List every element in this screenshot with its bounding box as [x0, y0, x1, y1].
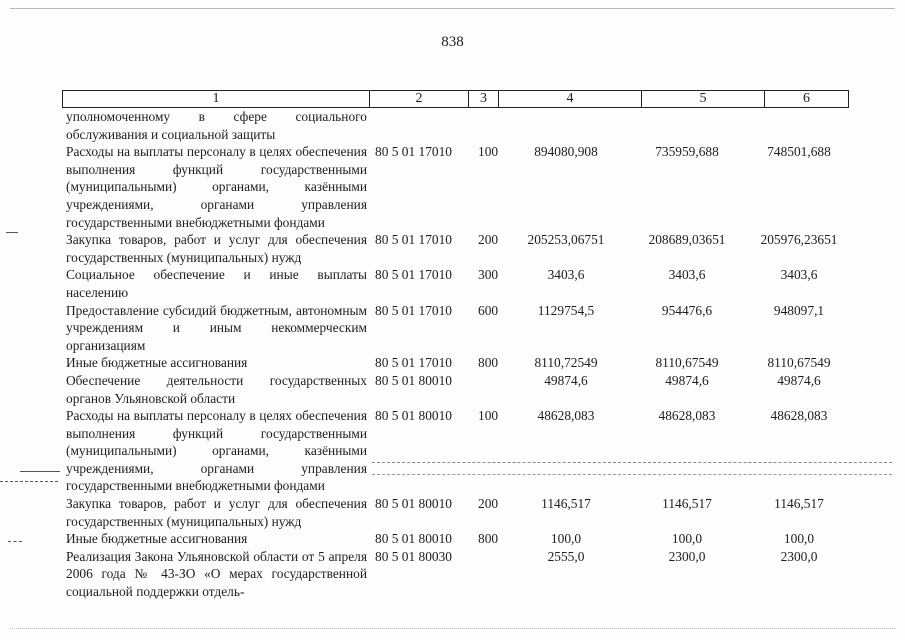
row-name: Расходы на выплаты персоналу в целях обеспечения выполнения функций государственными (муниципальными) органами, казёнными учреждениями, органами управления государственными внебюджетными фондами: [66, 408, 367, 494]
row-value-5: [624, 108, 750, 143]
scan-mark: [20, 471, 60, 472]
row-value-4: 2555,0: [547, 548, 585, 564]
row-value-4: 48628,083: [537, 408, 595, 424]
row-vr: 600: [478, 302, 499, 318]
row-code: 80 5 01 80010: [375, 408, 452, 424]
row-name: Иные бюджетные ассигнования: [66, 355, 248, 371]
header-col-2: 2: [370, 91, 469, 107]
table-row: [62, 143, 849, 231]
table-row: [62, 372, 849, 407]
header-col-6: 6: [803, 91, 810, 106]
table-row: [62, 231, 849, 266]
row-code: 80 5 01 17010: [375, 144, 452, 160]
row-vr: 200: [478, 496, 499, 512]
row-value-4: 894080,908: [534, 144, 598, 160]
scan-edge-top: [10, 8, 895, 9]
row-code: [367, 108, 478, 143]
table-row: [62, 108, 849, 143]
table-row: [62, 266, 849, 301]
row-code: 80 5 01 80010: [375, 372, 452, 388]
row-value-5: 954476,6: [661, 302, 713, 318]
scan-mark: [0, 481, 58, 482]
table-row: [62, 407, 849, 495]
row-value-6: 3403,6: [780, 267, 818, 283]
scan-mark: [372, 474, 892, 475]
row-name: Закупка товаров, работ и услуг для обеспечения государственных (муниципальных) нужд: [66, 232, 367, 265]
scan-mark: [8, 541, 22, 542]
row-vr: [478, 108, 508, 143]
row-name: Реализация Закона Ульяновской области от 5 апреля 2006 года № 43-ЗО «О мерах государственной социальной поддержки отдель-: [66, 548, 367, 600]
row-name: Закупка товаров, работ и услуг для обеспечения государственных (муниципальных) нужд: [66, 496, 367, 529]
row-value-4: 1146,517: [541, 496, 591, 512]
row-code: 80 5 01 80010: [375, 496, 452, 512]
row-name: Расходы на выплаты персоналу в целях обеспечения выполнения функций государственными (муниципальными) органами, казёнными учреждениями, органами управления государственными внебюджетными фондами: [66, 144, 367, 230]
row-code: 80 5 01 80010: [375, 531, 452, 547]
row-code: 80 5 01 17010: [375, 302, 452, 318]
row-value-6: 748501,688: [767, 144, 831, 160]
row-code: 80 5 01 17010: [375, 267, 452, 283]
row-value-6: 948097,1: [773, 302, 825, 318]
row-value-4: 1129754,5: [537, 302, 595, 318]
row-value-6: 49874,6: [777, 372, 821, 388]
row-value-6: [750, 108, 848, 143]
table-row: [62, 530, 849, 548]
row-name: Социальное обеспечение и иные выплаты населению: [66, 267, 367, 300]
row-value-4: [508, 108, 624, 143]
row-value-6: 100,0: [783, 531, 815, 547]
row-value-6: 48628,083: [770, 408, 828, 424]
row-vr: 800: [478, 531, 499, 547]
row-value-4: 8110,72549: [534, 355, 598, 371]
table-row: [62, 354, 849, 372]
table-row: [62, 495, 849, 530]
table-row: [62, 302, 849, 355]
row-name: уполномоченному в сфере социального обслуживания и социальной защиты: [66, 109, 367, 142]
row-value-5: 208689,03651: [648, 232, 726, 248]
row-value-5: 735959,688: [655, 144, 719, 160]
row-vr: [478, 372, 508, 407]
row-value-5: 8110,67549: [655, 355, 719, 371]
row-value-4: 100,0: [550, 531, 582, 547]
row-value-5: 100,0: [671, 531, 703, 547]
table-row: [62, 548, 849, 601]
page-number: 838: [441, 34, 464, 50]
row-vr: 100: [478, 408, 499, 424]
row-value-6: 1146,517: [774, 496, 824, 512]
row-name: Предоставление субсидий бюджетным, автономным учреждениям и иным некоммерческим организациям: [66, 302, 367, 353]
row-value-5: 49874,6: [665, 372, 709, 388]
row-value-6: 205976,23651: [760, 232, 838, 248]
row-vr: 200: [478, 232, 499, 248]
row-value-5: 3403,6: [668, 267, 706, 283]
row-vr: 800: [478, 355, 499, 371]
row-value-5: 1146,517: [662, 496, 712, 512]
row-value-5: 48628,083: [658, 408, 716, 424]
row-vr: 300: [478, 267, 499, 283]
row-name: Обеспечение деятельности государственных органов Ульяновской области: [66, 372, 367, 406]
header-col-1: 1: [63, 91, 370, 107]
header-col-3: 3: [469, 91, 499, 107]
row-value-4: 49874,6: [544, 372, 588, 388]
scan-edge-bottom: [10, 628, 895, 629]
table-header-row: [62, 90, 849, 108]
row-value-4: 205253,06751: [527, 232, 605, 248]
row-code: 80 5 01 80030: [375, 548, 452, 564]
row-code: 80 5 01 17010: [375, 232, 452, 248]
header-col-5: 5: [642, 91, 765, 107]
scan-mark: [6, 232, 18, 233]
header-col-4: 4: [499, 91, 642, 107]
row-value-6: 8110,67549: [767, 355, 831, 371]
row-name: Иные бюджетные ассигнования: [66, 531, 248, 547]
row-code: 80 5 01 17010: [375, 355, 452, 371]
row-value-5: 2300,0: [668, 548, 706, 564]
row-value-6: 2300,0: [780, 548, 818, 564]
table-body: [62, 108, 849, 601]
row-value-4: 3403,6: [547, 267, 585, 283]
row-vr: 100: [478, 144, 499, 160]
scan-mark: [372, 462, 892, 463]
row-vr: [478, 548, 508, 601]
